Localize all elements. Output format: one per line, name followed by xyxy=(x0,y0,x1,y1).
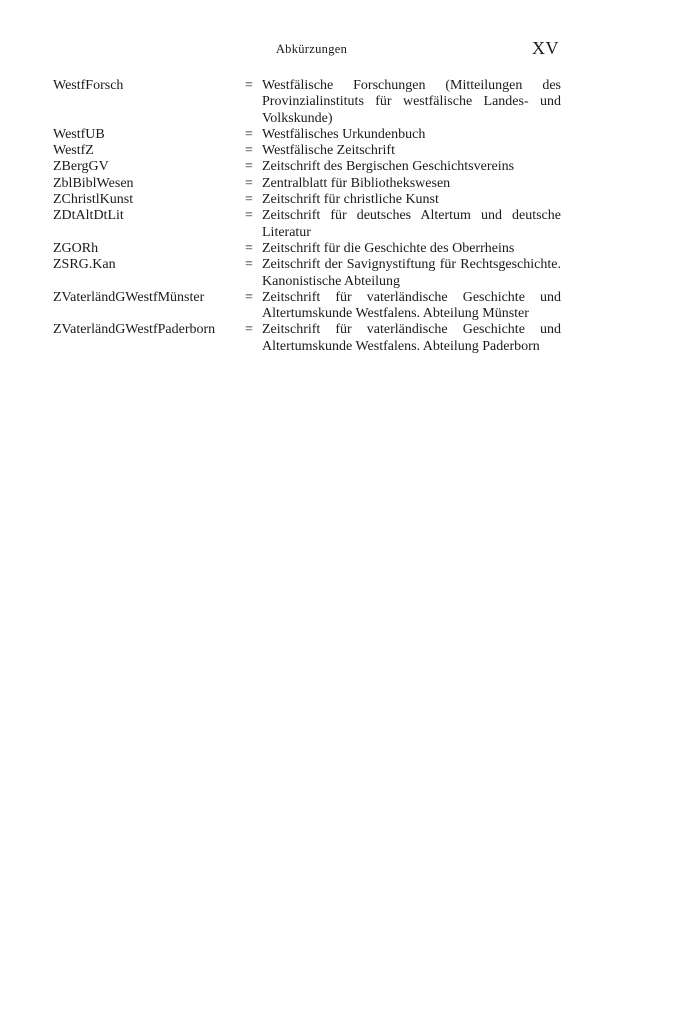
abbreviation: ZVaterländGWestfPaderborn xyxy=(53,322,216,338)
abbreviation: WestfForsch xyxy=(53,78,124,93)
abbreviation: ZChristlKunst xyxy=(53,192,134,208)
list-item xyxy=(53,208,561,241)
list-item xyxy=(53,78,561,127)
equals-sign: = xyxy=(245,208,253,224)
equals-sign: = xyxy=(245,143,253,159)
list-item xyxy=(53,159,561,175)
expansion: Westfälische Forschungen (Mitteilungen des Provinzialinstituts für westfälische Landes- und Volkskunde) xyxy=(262,78,561,126)
list-item xyxy=(53,176,561,192)
list-item xyxy=(53,192,561,208)
expansion: Zeitschrift für die Geschichte des Oberrheins xyxy=(262,240,515,256)
equals-sign: = xyxy=(245,78,253,93)
equals-sign: = xyxy=(245,240,253,256)
equals-sign: = xyxy=(245,192,253,208)
expansion: Zeitschrift für christliche Kunst xyxy=(262,192,439,208)
equals-sign: = xyxy=(245,159,253,175)
equals-sign: = xyxy=(245,126,253,142)
expansion: Zeitschrift für vaterländische Geschichte und Altertumskunde Westfalens. Abteilung Paderborn xyxy=(262,322,561,354)
equals-sign: = xyxy=(245,175,253,191)
equals-sign: = xyxy=(245,289,253,305)
list-item xyxy=(53,241,561,257)
abbreviation: ZVaterländGWestfMünster xyxy=(53,289,205,305)
equals-sign: = xyxy=(245,322,253,338)
list-item xyxy=(53,257,561,290)
expansion: Zeitschrift der Savignystiftung für Rechtsgeschichte. Kanonistische Abteilung xyxy=(262,257,561,289)
abbreviation-list xyxy=(53,78,561,355)
abbreviation: ZblBiblWesen xyxy=(53,175,134,191)
expansion: Zeitschrift des Bergischen Geschichtsvereins xyxy=(262,159,515,175)
list-item xyxy=(53,290,561,323)
expansion: Zeitschrift für vaterländische Geschichte und Altertumskunde Westfalens. Abteilung Münster xyxy=(262,289,561,322)
list-item xyxy=(53,127,561,143)
running-title: Abkürzungen xyxy=(275,42,348,56)
expansion: Zentralblatt für Bibliothekswesen xyxy=(262,175,451,191)
abbreviation: WestfZ xyxy=(53,143,94,159)
abbreviation: ZGORh xyxy=(53,240,99,256)
abbreviation: WestfUB xyxy=(53,126,105,142)
expansion: Westfälische Zeitschrift xyxy=(262,143,395,159)
equals-sign: = xyxy=(245,257,253,273)
expansion: Zeitschrift für deutsches Altertum und deutsche Literatur xyxy=(262,208,561,240)
abbreviation: ZBergGV xyxy=(53,159,109,175)
list-item xyxy=(53,143,561,159)
list-item xyxy=(53,322,561,355)
page-number: XV xyxy=(532,38,559,58)
abbreviation: ZSRG.Kan xyxy=(53,257,116,273)
abbreviation: ZDtAltDtLit xyxy=(53,208,124,224)
expansion: Westfälisches Urkundenbuch xyxy=(262,126,426,142)
